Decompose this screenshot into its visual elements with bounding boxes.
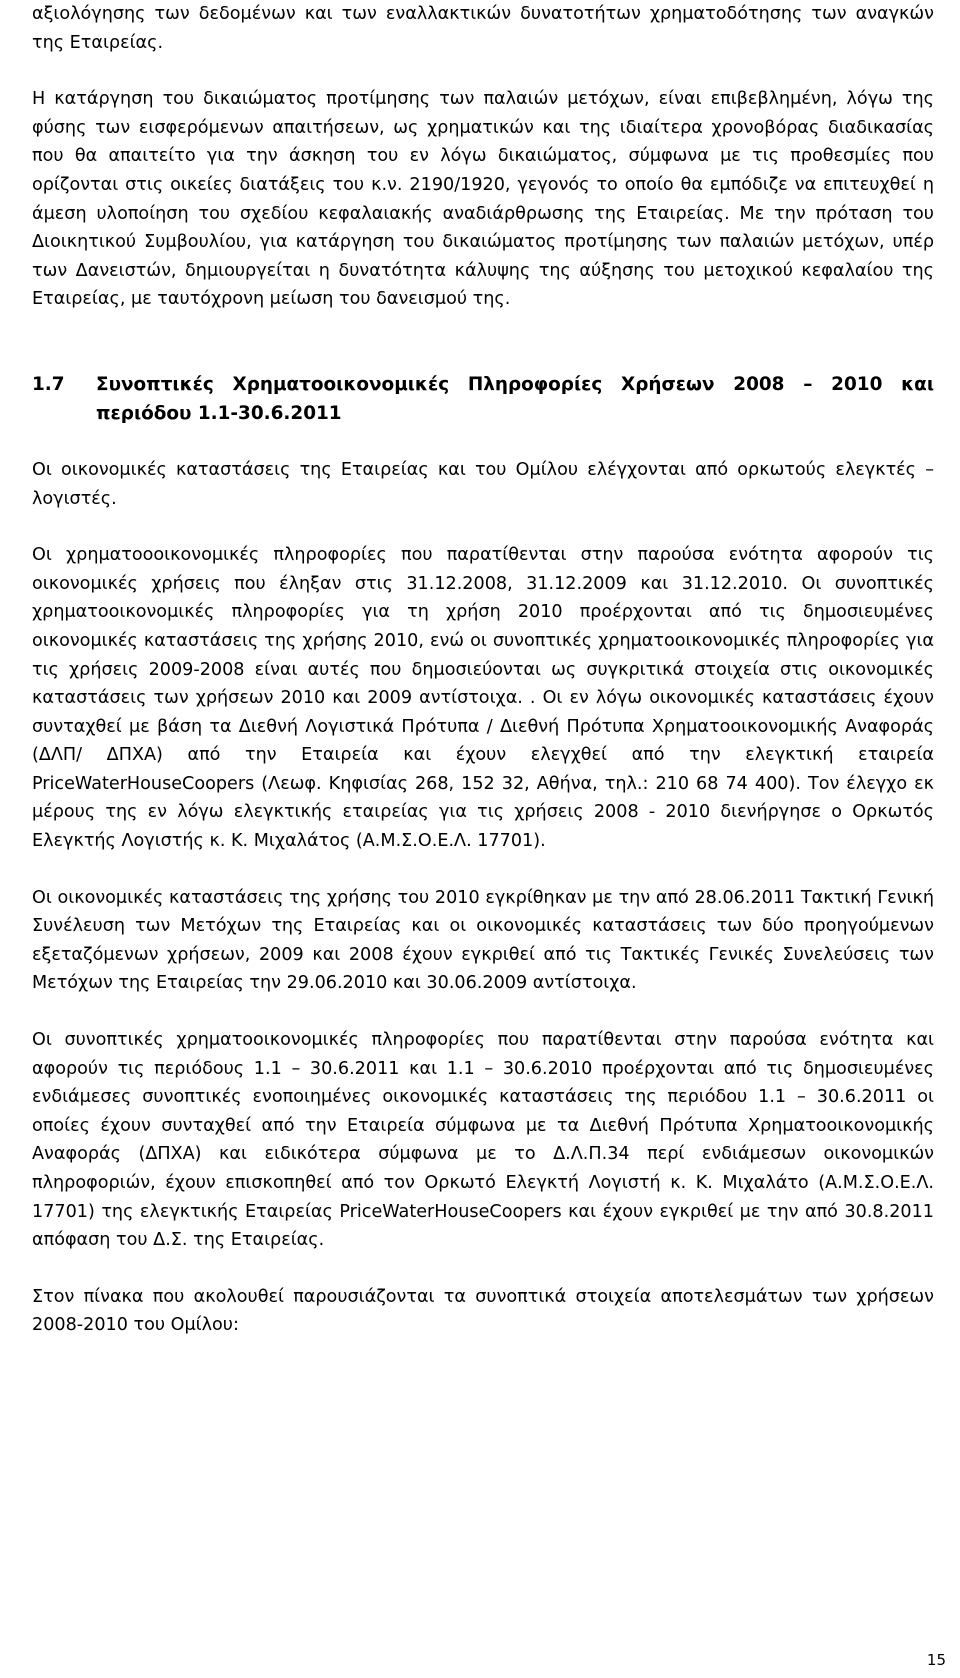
paragraph-approval: Οι οικονομικές καταστάσεις της χρήσης του 2010 εγκρίθηκαν με την από 28.06.2011 Τακτική Γενική Συνέλευση των Μετόχων της Εταιρείας και οι οικονομικές καταστάσεις των δύο προηγούμενων εξεταζόμενων χρήσεων, 2009 και 2008 έχουν εγκριθεί από τις Τακτικές Γενικές Συνελεύσεις των Μετόχων της Εταιρείας την 29.06.2010 και 30.06.2009 αντίστοιχα. [32, 887, 934, 994]
section-number: 1.7 [32, 373, 65, 395]
paragraph-interim-info: Οι συνοπτικές χρηματοοικονομικές πληροφορίες που παρατίθενται στην παρούσα ενότητα και αφορούν τις περιόδους 1.1 – 30.6.2011 και 1.1 – 30.6.2010 προέρχονται από τις δημοσιευμένες ενδιάμεσες συνοπτικές ενοποιημένες οικονομικές καταστάσεις της περιόδου 1.1 – 30.6.2011 οι οποίες έχουν συνταχθεί από την Εταιρεία σύμφωνα με τα Διεθνή Πρότυπα Χρηματοοικονομικής Αναφοράς (ΔΠΧΑ) και ειδικότερα σύμφωνα με το Δ.Λ.Π.34 περί ενδιάμεσων οικονομικών πληροφοριών, έχουν επισκοπηθεί από τον Ορκωτό Ελεγκτή Λογιστή κ. Κ. Μιχαλάτο (Α.Μ.Σ.Ο.Ε.Λ. 17701) της ελεγκτικής Εταιρείας PriceWaterHouseCoopers και έχουν εγκριθεί με την από 30.8.2011 απόφαση του Δ.Σ. της Εταιρείας. [32, 1030, 934, 1251]
paragraph-financial-info: Οι χρηματοοοικονομικές πληροφορίες που παρατίθενται στην παρούσα ενότητα αφορούν τις οικονομικές χρήσεις που έληξαν στις 31.12.2008, 31.12.2009 και 31.12.2010. Οι συνοπτικές χρηματοοικονομικές πληροφορίες για τη χρήση 2010 προέρχονται από τις δημοσιευμένες οικονομικές καταστάσεις της χρήσης 2010, ενώ οι συνοπτικές χρηματοοικονομικές πληροφορίες για τις χρήσεις 2009-2008 είναι αυτές που δημοσιεύονται ως συγκριτικά στοιχεία στις οικονομικές καταστάσεις των χρήσεων 2010 και 2009 αντίστοιχα. . Οι εν λόγω οικονομικές καταστάσεις έχουν συνταχθεί με βάση τα Διεθνή Λογιστικά Πρότυπα / Διεθνή Πρότυπα Χρηματοοικονομικής Αναφοράς (ΔΛΠ/ ΔΠΧΑ) από την Εταιρεία και έχουν ελεγχθεί από την ελεγκτική εταιρεία PriceWaterHouseCoopers (Λεωφ. Κηφισίας 268, 152 32, Αθήνα, τηλ.: 210 68 74 400). Τον έλεγχο εκ μέρους της εν λόγω ελεγκτικής εταιρείας για τις χρήσεις 2008 - 2010 διενήργησε ο Ορκωτός Ελεγκτής Λογιστής κ. Κ. Μιχαλάτος (Α.Μ.Σ.Ο.Ε.Λ. 17701). [32, 545, 934, 852]
paragraph-auditors: Οι οικονομικές καταστάσεις της Εταιρείας και του Ομίλου ελέγχονται από ορκωτούς ελεγκτές – λογιστές. [32, 459, 934, 509]
document-page [32, 0, 934, 1340]
section-heading [32, 370, 934, 428]
page-number: 15 [926, 1651, 946, 1669]
section-title: Συνοπτικές Χρηματοοικονομικές Πληροφορίες Χρήσεων 2008 – 2010 και περιόδου 1.1-30.6.2011 [96, 373, 934, 424]
paragraph-preemption-rights: Η κατάργηση του δικαιώματος προτίμησης των παλαιών μετόχων, είναι επιβεβλημένη, λόγω της φύσης των εισφερόμενων απαιτήσεων, ως χρηματικών και της ιδιαίτερα χρονοβόρας διαδικασίας που θα απαιτείτο για την άσκηση του εν λόγω δικαιώματος, σύμφωνα με τις προθεσμίες που ορίζονται στις οικείες διατάξεις του κ.ν. 2190/1920, γεγονός το οποίο θα εμπόδιζε να επιτευχθεί η άμεση υλοποίηση του σχεδίου κεφαλαιακής αναδιάρθρωσης της Εταιρείας. Με την πρόταση του Διοικητικού Συμβουλίου, για κατάργηση του δικαιώματος προτίμησης των παλαιών μετόχων, υπέρ των Δανειστών, δημιουργείται η δυνατότητα κάλυψης της αύξησης του μετοχικού κεφαλαίου της Εταιρείας, με ταυτόχρονη μείωση του δανεισμού της. [32, 89, 934, 310]
paragraph-table-intro: Στον πίνακα που ακολουθεί παρουσιάζονται τα συνοπτικά στοιχεία αποτελεσμάτων των χρήσεων 2008-2010 του Ομίλου: [32, 1286, 934, 1336]
paragraph-continuation: αξιολόγησης των δεδομένων και των εναλλακτικών δυνατοτήτων χρηματοδότησης των αναγκών της Εταιρείας. [32, 4, 934, 53]
